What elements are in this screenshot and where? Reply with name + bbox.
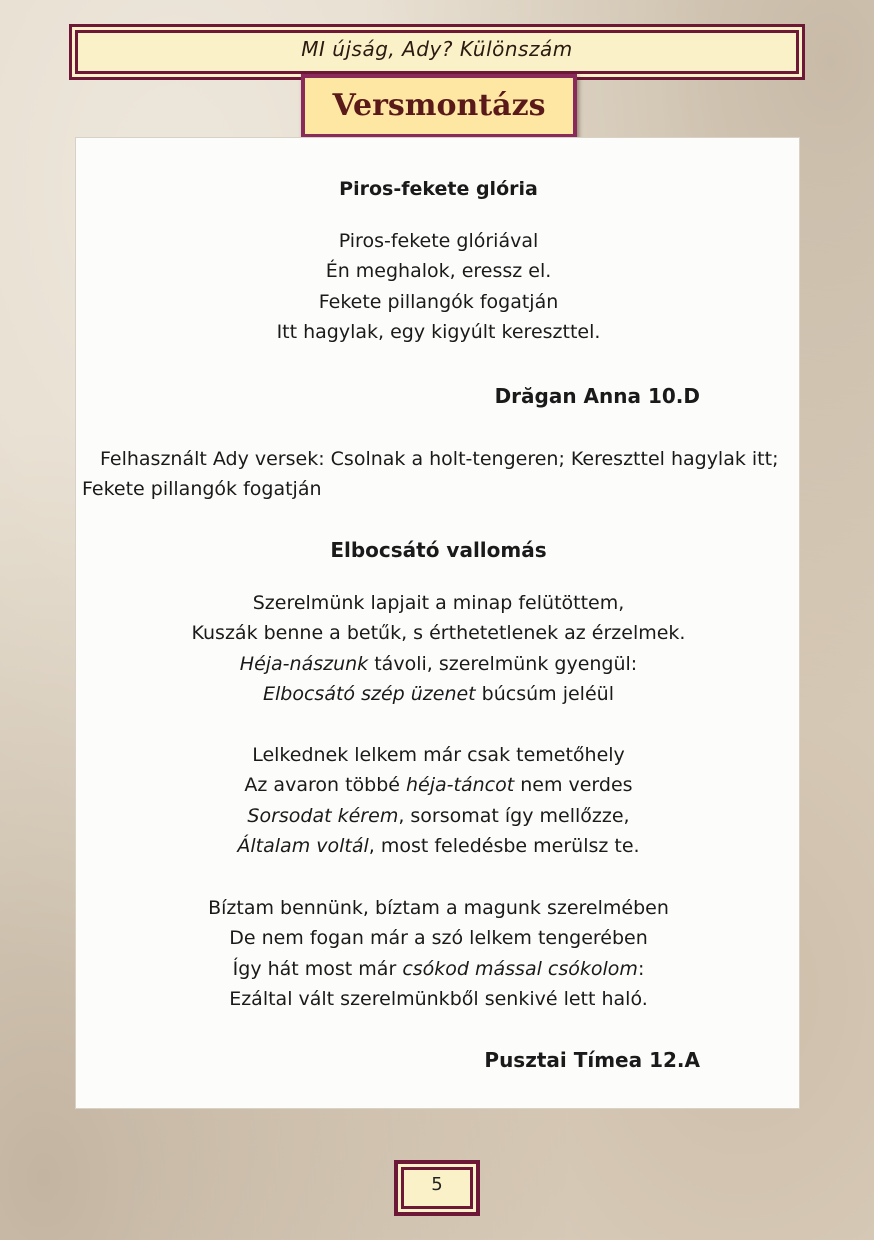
italic-phrase: Sorsodat kérem — [247, 804, 399, 827]
page-number-box — [394, 1160, 480, 1216]
line-text: Az avaron többé — [244, 774, 406, 797]
poem2-line: Ezáltal vált szerelmünkből senkivé lett haló. — [229, 988, 648, 1011]
poem2-line: Kuszák benne a betűk, s érthetetlenek az érzelmek. — [191, 622, 686, 645]
poem2-line: Bíztam bennünk, bíztam a magunk szerelmében — [208, 897, 669, 919]
italic-phrase: Elbocsátó szép üzenet — [263, 683, 476, 706]
poem2-line: De nem fogan már a szó lelkem tengerében — [229, 927, 648, 950]
italic-phrase: Héja-nászunk — [239, 652, 369, 675]
poem2-line — [76, 649, 801, 679]
line-text: : — [637, 957, 645, 980]
section-title: Versmontázs — [305, 78, 573, 134]
poem2-stanza-2 — [76, 740, 801, 862]
poem1-line: Itt hagylak, egy kigyúlt kereszttel. — [276, 321, 601, 344]
poem2-line — [76, 801, 801, 831]
page-number: 5 — [404, 1170, 470, 1206]
line-text: , sorsomat így mellőzze, — [398, 804, 630, 827]
header-title: MI újság, Ady? Különszám — [78, 33, 796, 71]
italic-phrase: csókod mással csókolom — [402, 957, 638, 980]
poem2-line: Lelkednek lelkem már csak temetőhely — [252, 744, 625, 766]
italic-phrase: Általam voltál — [237, 835, 369, 858]
poem1-title: Piros-fekete glória — [339, 178, 538, 200]
poem1-line: Fekete pillangók fogatján — [318, 290, 559, 313]
poem1-line: Piros-fekete glóriával — [338, 230, 539, 252]
poem1-body — [76, 226, 801, 348]
poem2-line — [76, 679, 801, 709]
line-text: Így hát most már — [232, 957, 403, 980]
poem2-stanza-1 — [76, 588, 801, 710]
poem2-line — [76, 770, 801, 800]
poem2-line: Szerelmünk lapjait a minap felütöttem, — [252, 592, 625, 614]
poem2-title: Elbocsátó vallomás — [330, 538, 547, 562]
line-text: búcsúm jeléül — [475, 683, 614, 706]
line-text: , most feledésbe merülsz te. — [368, 835, 640, 858]
line-text: távoli, szerelmünk gyengül: — [368, 652, 638, 675]
poem2-line — [76, 831, 801, 861]
italic-phrase: héja-táncot — [406, 774, 515, 797]
page-header — [69, 24, 805, 80]
poem2-author: Pusztai Tímea 12.A — [484, 1048, 700, 1072]
line-text: nem verdes — [514, 774, 633, 797]
content-panel — [75, 137, 800, 1109]
poem2-line — [76, 954, 801, 984]
poem1-author: Drăgan Anna 10.D — [494, 384, 700, 408]
section-tab — [301, 74, 577, 138]
poem1-line: Én meghalok, eressz el. — [325, 260, 552, 283]
used-poems-note: Felhasznált Ady versek: Csolnak a holt-tengeren; Kereszttel hagylak itt; Fekete pillangók fogatján — [82, 448, 779, 500]
poem2-stanza-3 — [76, 893, 801, 1015]
